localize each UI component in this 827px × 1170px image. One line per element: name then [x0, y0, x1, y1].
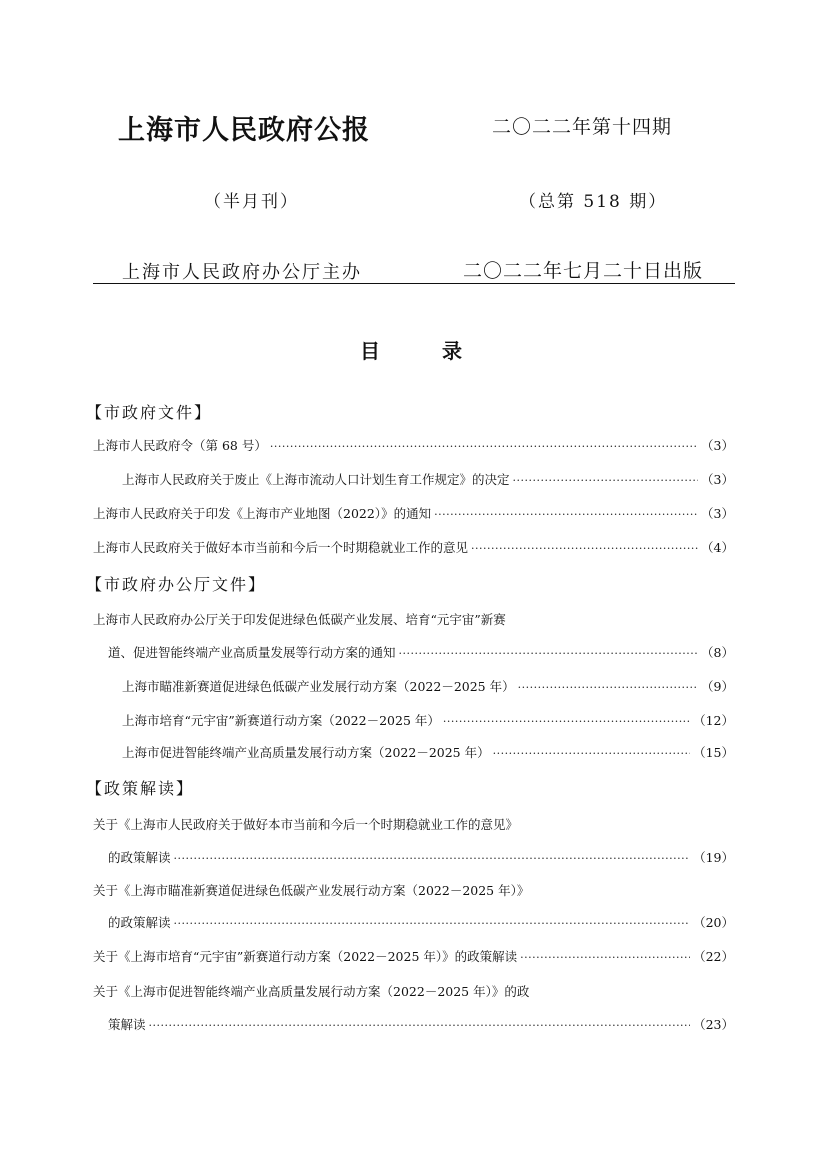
toc-entry-title: 上海市促进智能终端产业高质量发展行动方案（2022－2025 年）: [122, 745, 490, 760]
issue-number: 二〇二二年第十四期: [492, 116, 673, 138]
publisher-host: 上海市人民政府办公厅主办: [122, 262, 362, 283]
toc-entry-title-line1[interactable]: 关于《上海市促进智能终端产业高质量发展行动方案（2022－2025 年）》的政: [93, 984, 530, 999]
total-issue-number: （总第 518 期）: [519, 192, 668, 212]
toc-entry-page: （19）: [693, 850, 734, 865]
toc-entry-title: 上海市人民政府令（第 68 号）: [93, 438, 267, 453]
toc-entry[interactable]: [122, 677, 734, 697]
toc-leader-dots: [518, 681, 698, 694]
toc-entry[interactable]: [122, 743, 734, 763]
toc-entry-page: （3）: [701, 472, 734, 487]
publish-date: 二〇二二年七月二十日出版: [463, 260, 704, 282]
toc-entry-title: 策解读: [108, 1017, 146, 1032]
toc-entry[interactable]: [108, 913, 734, 933]
toc-entry-page: （3）: [701, 438, 734, 453]
publication-frequency: （半月刊）: [204, 192, 299, 212]
toc-title-char-2: 录: [442, 339, 462, 363]
toc-entry[interactable]: [93, 504, 734, 524]
toc-entry-page: （20）: [693, 915, 734, 930]
toc-entry-page: （12）: [693, 713, 734, 728]
toc-entry-page: （9）: [701, 679, 734, 694]
toc-leader-dots: [434, 508, 698, 521]
toc-entry-page: （4）: [701, 540, 734, 555]
toc-entry-page: （15）: [693, 745, 734, 760]
section-heading-policy-interpretation: 【政策解读】: [86, 779, 195, 798]
toc-entry[interactable]: [93, 538, 734, 558]
toc-leader-dots: [443, 715, 690, 728]
toc-entry-page: （8）: [701, 645, 734, 660]
toc-leader-dots: [520, 951, 690, 964]
toc-entry-page: （3）: [701, 506, 734, 521]
toc-leader-dots: [174, 852, 691, 865]
toc-entry-title-line1[interactable]: 上海市人民政府办公厅关于印发促进绿色低碳产业发展、培育“元宇宙”新赛: [93, 612, 506, 627]
toc-entry-title: 上海市瞄准新赛道促进绿色低碳产业发展行动方案（2022－2025 年）: [122, 679, 515, 694]
toc-leader-dots: [513, 474, 699, 487]
toc-leader-dots: [493, 747, 690, 760]
toc-leader-dots: [471, 542, 698, 555]
toc-leader-dots: [174, 917, 691, 930]
toc-entry-title: 上海市人民政府关于做好本市当前和今后一个时期稳就业工作的意见: [93, 540, 469, 555]
toc-entry-title-line1[interactable]: 关于《上海市人民政府关于做好本市当前和今后一个时期稳就业工作的意见》: [93, 817, 519, 832]
toc-entry-title: 上海市培育“元宇宙”新赛道行动方案（2022－2025 年）: [122, 713, 440, 728]
toc-entry-title: 上海市人民政府关于印发《上海市产业地图（2022）》的通知: [93, 506, 432, 521]
toc-entry[interactable]: [122, 711, 734, 731]
toc-entry[interactable]: [93, 436, 734, 456]
section-heading-general-office-documents: 【市政府办公厅文件】: [86, 575, 267, 594]
toc-entry-page: （23）: [693, 1017, 734, 1032]
toc-entry-title-line1[interactable]: 关于《上海市瞄准新赛道促进绿色低碳产业发展行动方案（2022－2025 年）》: [93, 883, 530, 898]
bulletin-title: 上海市人民政府公报: [118, 115, 370, 146]
toc-entry-title: 道、促进智能终端产业高质量发展等行动方案的通知: [108, 645, 396, 660]
section-heading-city-government-documents: 【市政府文件】: [86, 403, 213, 422]
toc-title: [360, 335, 462, 364]
toc-leader-dots: [399, 647, 699, 660]
toc-entry[interactable]: [108, 1015, 734, 1035]
toc-entry[interactable]: [108, 848, 734, 868]
toc-entry-page: （22）: [693, 949, 734, 964]
toc-entry[interactable]: [93, 947, 734, 967]
toc-leader-dots: [149, 1019, 691, 1032]
toc-entry-title: 的政策解读: [108, 850, 171, 865]
masthead-divider: [93, 283, 735, 284]
toc-leader-dots: [270, 440, 698, 453]
toc-entry-title: 上海市人民政府关于废止《上海市流动人口计划生育工作规定》的决定: [122, 472, 510, 487]
toc-entry[interactable]: [108, 643, 734, 663]
toc-title-char-1: 目: [360, 339, 380, 363]
toc-entry-title: 的政策解读: [108, 915, 171, 930]
toc-entry[interactable]: [122, 470, 734, 490]
toc-entry-title: 关于《上海市培育“元宇宙”新赛道行动方案（2022－2025 年）》的政策解读: [93, 949, 518, 964]
